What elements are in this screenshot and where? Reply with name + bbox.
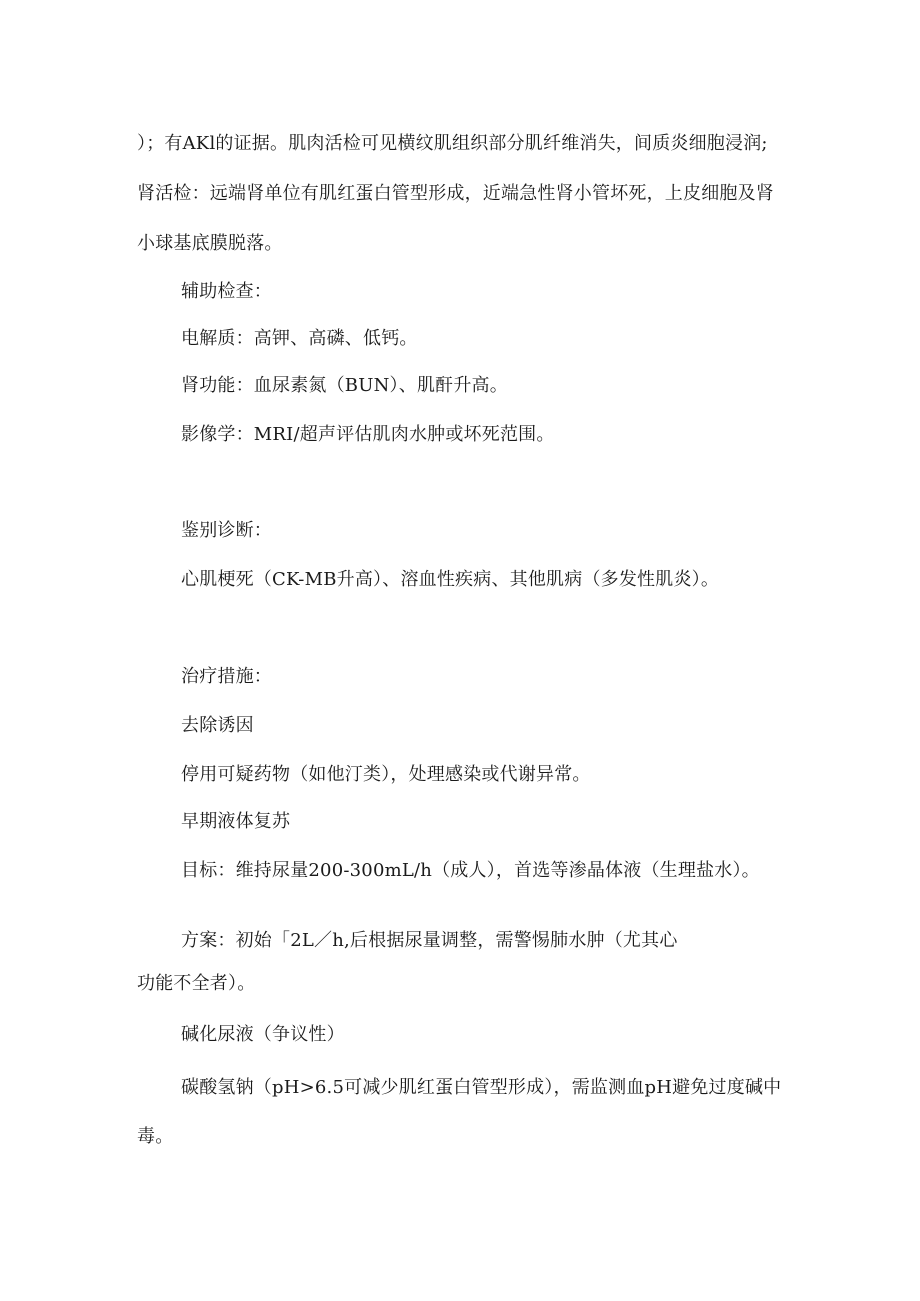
electrolytes-text: 电解质：高钾、高磷、低钙。 (181, 328, 418, 349)
imaging-text: 影像学：MRI/超声评估肌肉水肿或坏死范围。 (181, 424, 555, 445)
renal-function-text: 肾功能：血尿素氮（BUN）、肌酐升高。 (181, 375, 508, 396)
treatment-heading: 治疗措施： (181, 666, 272, 687)
differential-diagnosis-heading: 鉴别诊断： (181, 520, 272, 541)
fluid-resuscitation-title: 早期液体复苏 (181, 811, 291, 832)
alkalinize-urine-title: 碱化尿液（争议性） (181, 1024, 345, 1045)
auxiliary-exam-heading: 辅助检查： (181, 281, 272, 302)
differential-diagnosis-text: 心肌梗死（CK-MB升高）、溶血性疾病、其他肌病（多发性肌炎）。 (181, 569, 720, 590)
fluid-plan-line-2: 功能不全者）。 (137, 973, 256, 994)
alkalinize-text-line-1: 碳酸氢钠（pH>6.5可减少肌红蛋白管型形成），需监测血pH避免过度碱中 (181, 1077, 782, 1098)
fluid-plan-line-1: 方案：初始「2L／h,后根据尿量调整，需警惕肺水肿（尤其心 (181, 930, 678, 951)
alkalinize-text-line-2: 毒。 (137, 1126, 174, 1147)
intro-line-3: 小球基底膜脱落。 (137, 233, 283, 254)
fluid-goal-text: 目标：维持尿量200-300mL/h（成人），首选等渗晶体液（生理盐水）。 (181, 860, 760, 881)
intro-line-1: ）；有AKl的证据。肌肉活检可见横纹肌组织部分肌纤维消失，间质炎细胞浸润; (137, 133, 768, 154)
remove-cause-text: 停用可疑药物（如他汀类），处理感染或代谢异常。 (181, 764, 591, 785)
intro-line-2: 肾活检：远端肾单位有肌红蛋白管型形成，近端急性肾小管坏死，上皮细胞及肾 (137, 183, 774, 204)
remove-cause-title: 去除诱因 (181, 715, 254, 736)
